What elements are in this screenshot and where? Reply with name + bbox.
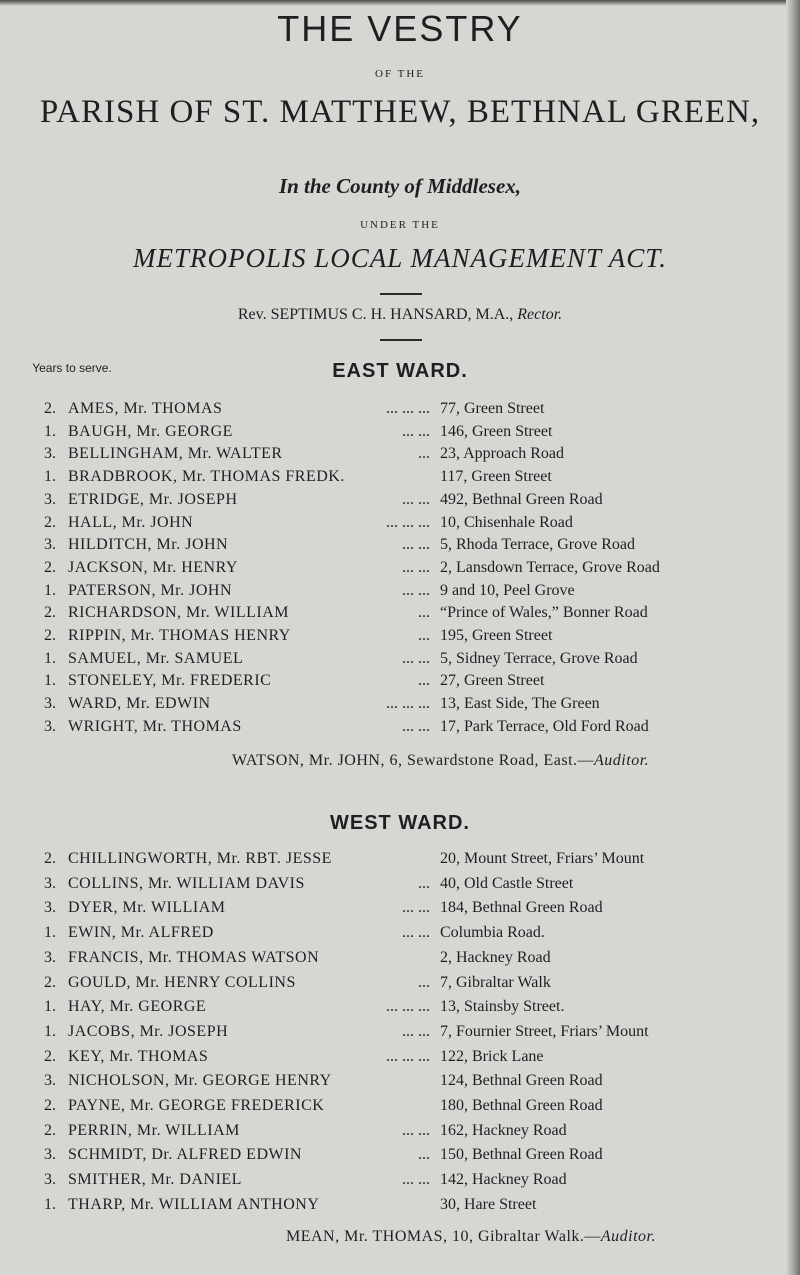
member-row xyxy=(0,947,800,969)
member-address: 23, Approach Road xyxy=(440,445,564,463)
member-name: WRIGHT, Mr. THOMAS xyxy=(68,717,242,735)
member-address: 77, Green Street xyxy=(440,400,545,417)
member-name: CHILLINGWORTH, Mr. RBT. JESSE xyxy=(68,850,332,867)
member-row xyxy=(0,716,800,738)
member-name: FRANCIS, Mr. THOMAS WATSON xyxy=(68,948,320,966)
years-to-serve: 2. xyxy=(44,1121,56,1139)
member-row xyxy=(0,1120,800,1142)
member-name: PAYNE, Mr. GEORGE FREDERICK xyxy=(68,1097,325,1114)
years-to-serve: 2. xyxy=(44,400,56,417)
member-row xyxy=(0,848,800,870)
member-row xyxy=(0,693,800,715)
member-address: 20, Mount Street, Friars’ Mount xyxy=(440,850,645,867)
member-name: SAMUEL, Mr. SAMUEL xyxy=(68,649,244,667)
years-to-serve: 3. xyxy=(44,445,56,463)
leader-dots: ... ... ... xyxy=(386,998,430,1016)
member-name: WARD, Mr. EDWIN xyxy=(68,695,211,713)
member-name: EWIN, Mr. ALFRED xyxy=(68,924,214,942)
document-title: THE VESTRY xyxy=(277,8,523,49)
divider-rule xyxy=(380,293,422,295)
leader-dots: ... ... ... xyxy=(386,400,430,417)
member-name: ETRIDGE, Mr. JOSEPH xyxy=(68,490,238,508)
member-address: 30, Hare Street xyxy=(440,1195,537,1213)
years-to-serve: 1. xyxy=(44,672,56,690)
member-row xyxy=(0,1046,800,1068)
divider-rule xyxy=(380,339,422,341)
leader-dots: ... xyxy=(418,445,430,463)
leader-dots: ... ... xyxy=(402,924,430,942)
member-address: 492, Bethnal Green Road xyxy=(440,490,603,508)
member-address: 13, East Side, The Green xyxy=(440,695,600,713)
rector-line xyxy=(0,306,800,324)
member-name: JACOBS, Mr. JOSEPH xyxy=(68,1022,229,1040)
leader-dots: ... xyxy=(418,874,430,892)
leader-dots: ... ... xyxy=(402,649,430,667)
member-row xyxy=(0,421,800,443)
leader-dots: ... ... xyxy=(402,1022,430,1040)
member-address: 5, Sidney Terrace, Grove Road xyxy=(440,649,638,667)
member-row xyxy=(0,398,800,420)
member-name: BAUGH, Mr. GEORGE xyxy=(68,422,233,440)
years-to-serve: 3. xyxy=(44,1171,56,1189)
years-to-serve: 1. xyxy=(44,581,56,599)
member-address: 124, Bethnal Green Road xyxy=(440,1072,603,1090)
member-name: THARP, Mr. WILLIAM ANTHONY xyxy=(68,1195,320,1213)
years-to-serve: 2. xyxy=(44,973,56,991)
member-name: SMITHER, Mr. DANIEL xyxy=(68,1171,242,1189)
member-row xyxy=(0,1144,800,1166)
member-address: 7, Fournier Street, Friars’ Mount xyxy=(440,1022,649,1040)
member-row xyxy=(0,512,800,534)
leader-dots: ... xyxy=(418,973,430,991)
member-name: RIPPIN, Mr. THOMAS HENRY xyxy=(68,627,291,644)
years-to-serve-label: Years to serve. xyxy=(32,361,112,375)
member-name: COLLINS, Mr. WILLIAM DAVIS xyxy=(68,874,305,892)
west-ward-auditor xyxy=(286,1228,656,1246)
member-row xyxy=(0,1021,800,1043)
leader-dots: ... ... xyxy=(402,558,430,576)
member-row xyxy=(0,897,800,919)
east-ward-title: EAST WARD. xyxy=(332,360,468,382)
leader-dots: ... ... xyxy=(402,1171,430,1189)
county-line: In the County of Middlesex, xyxy=(278,174,522,198)
years-to-serve: 3. xyxy=(44,536,56,554)
of-the-line: OF THE xyxy=(375,68,425,80)
years-to-serve: 3. xyxy=(44,695,56,713)
parish-heading: PARISH OF ST. MATTHEW, BETHNAL GREEN, xyxy=(39,94,761,130)
years-to-serve: 2. xyxy=(44,604,56,622)
years-to-serve: 3. xyxy=(44,899,56,917)
leader-dots: ... ... ... xyxy=(386,695,430,713)
leader-dots: ... xyxy=(418,604,430,622)
years-to-serve: 3. xyxy=(44,1072,56,1090)
member-address: 195, Green Street xyxy=(440,627,553,644)
leader-dots: ... xyxy=(418,627,430,644)
member-address: 180, Bethnal Green Road xyxy=(440,1097,603,1114)
years-to-serve: 3. xyxy=(44,948,56,966)
leader-dots: ... xyxy=(418,1146,430,1164)
member-name: KEY, Mr. THOMAS xyxy=(68,1047,209,1065)
member-row xyxy=(0,557,800,579)
leader-dots: ... ... xyxy=(402,490,430,508)
member-address: 40, Old Castle Street xyxy=(440,874,574,892)
member-address: 122, Brick Lane xyxy=(440,1047,544,1065)
years-to-serve: 1. xyxy=(44,1195,56,1213)
member-name: GOULD, Mr. HENRY COLLINS xyxy=(68,973,296,991)
years-to-serve: 2. xyxy=(44,558,56,576)
member-row xyxy=(0,1194,800,1216)
act-heading: METROPOLIS LOCAL MANAGEMENT ACT. xyxy=(132,243,668,273)
member-address: 2, Hackney Road xyxy=(440,948,551,966)
leader-dots: ... xyxy=(418,672,430,690)
member-address: 17, Park Terrace, Old Ford Road xyxy=(440,717,649,735)
member-name: HALL, Mr. JOHN xyxy=(68,513,194,531)
years-to-serve: 1. xyxy=(44,1022,56,1040)
member-row xyxy=(0,466,800,488)
member-row xyxy=(0,1070,800,1092)
west-auditor-label: Auditor. xyxy=(600,1228,657,1245)
member-name: PERRIN, Mr. WILLIAM xyxy=(68,1121,240,1139)
member-row xyxy=(0,580,800,602)
years-to-serve: 2. xyxy=(44,513,56,531)
west-ward-title: WEST WARD. xyxy=(330,812,470,834)
years-to-serve: 1. xyxy=(44,422,56,440)
member-row xyxy=(0,534,800,556)
member-name: HAY, Mr. GEORGE xyxy=(68,998,207,1016)
under-the-line: UNDER THE xyxy=(360,219,440,231)
member-address: 162, Hackney Road xyxy=(440,1121,567,1139)
years-to-serve: 1. xyxy=(44,649,56,667)
member-name: BRADBROOK, Mr. THOMAS FREDK. xyxy=(68,468,345,486)
member-row xyxy=(0,922,800,944)
member-name: NICHOLSON, Mr. GEORGE HENRY xyxy=(68,1072,332,1090)
leader-dots: ... ... ... xyxy=(386,1047,430,1065)
member-address: “Prince of Wales,” Bonner Road xyxy=(440,604,648,622)
member-address: 27, Green Street xyxy=(440,672,545,690)
member-name: HILDITCH, Mr. JOHN xyxy=(68,536,229,554)
page-top-edge xyxy=(0,0,800,6)
east-ward-auditor xyxy=(232,752,649,770)
member-name: DYER, Mr. WILLIAM xyxy=(68,899,226,917)
member-row xyxy=(0,443,800,465)
member-address: 146, Green Street xyxy=(440,422,553,440)
member-row xyxy=(0,1095,800,1117)
member-name: RICHARDSON, Mr. WILLIAM xyxy=(68,604,289,622)
member-row xyxy=(0,873,800,895)
member-address: 2, Lansdown Terrace, Grove Road xyxy=(440,558,660,576)
years-to-serve: 2. xyxy=(44,627,56,644)
leader-dots: ... ... xyxy=(402,899,430,917)
member-address: 142, Hackney Road xyxy=(440,1171,567,1189)
east-auditor-label: Auditor. xyxy=(594,752,650,769)
years-to-serve: 2. xyxy=(44,1097,56,1114)
member-row xyxy=(0,972,800,994)
years-to-serve: 1. xyxy=(44,468,56,486)
member-address: 13, Stainsby Street. xyxy=(440,998,565,1016)
member-name: STONELEY, Mr. FREDERIC xyxy=(68,672,272,690)
member-address: 117, Green Street xyxy=(440,468,552,486)
leader-dots: ... ... xyxy=(402,536,430,554)
years-to-serve: 2. xyxy=(44,1047,56,1065)
member-name: JACKSON, Mr. HENRY xyxy=(68,558,238,576)
leader-dots: ... ... xyxy=(402,1121,430,1139)
years-to-serve: 3. xyxy=(44,717,56,735)
member-address: 150, Bethnal Green Road xyxy=(440,1146,603,1164)
member-address: 7, Gibraltar Walk xyxy=(440,973,551,991)
member-address: 184, Bethnal Green Road xyxy=(440,899,603,917)
member-row xyxy=(0,670,800,692)
rector-name: Rev. SEPTIMUS C. H. HANSARD, M.A., xyxy=(237,306,514,323)
member-name: AMES, Mr. THOMAS xyxy=(68,400,223,417)
member-row xyxy=(0,996,800,1018)
leader-dots: ... ... ... xyxy=(386,513,430,531)
member-row xyxy=(0,489,800,511)
leader-dots: ... ... xyxy=(402,422,430,440)
member-name: SCHMIDT, Dr. ALFRED EDWIN xyxy=(68,1146,302,1164)
years-to-serve: 3. xyxy=(44,490,56,508)
member-row xyxy=(0,648,800,670)
rector-title: Rector. xyxy=(517,306,563,323)
member-address: 5, Rhoda Terrace, Grove Road xyxy=(440,536,635,554)
member-name: BELLINGHAM, Mr. WALTER xyxy=(68,445,283,463)
years-to-serve: 1. xyxy=(44,998,56,1016)
leader-dots: ... ... xyxy=(402,581,430,599)
years-to-serve: 2. xyxy=(44,850,56,867)
member-address: 9 and 10, Peel Grove xyxy=(440,581,575,599)
years-to-serve: 3. xyxy=(44,1146,56,1164)
member-address: 10, Chisenhale Road xyxy=(440,513,573,531)
member-row xyxy=(0,1169,800,1191)
east-auditor-text: WATSON, Mr. JOHN, 6, Sewardstone Road, East.— xyxy=(232,752,595,769)
member-address: Columbia Road. xyxy=(440,924,545,942)
leader-dots: ... ... xyxy=(402,717,430,735)
member-row xyxy=(0,625,800,647)
west-auditor-text: MEAN, Mr. THOMAS, 10, Gibraltar Walk.— xyxy=(286,1228,601,1245)
member-name: PATERSON, Mr. JOHN xyxy=(68,581,232,599)
years-to-serve: 1. xyxy=(44,924,56,942)
member-row xyxy=(0,602,800,624)
years-to-serve: 3. xyxy=(44,874,56,892)
